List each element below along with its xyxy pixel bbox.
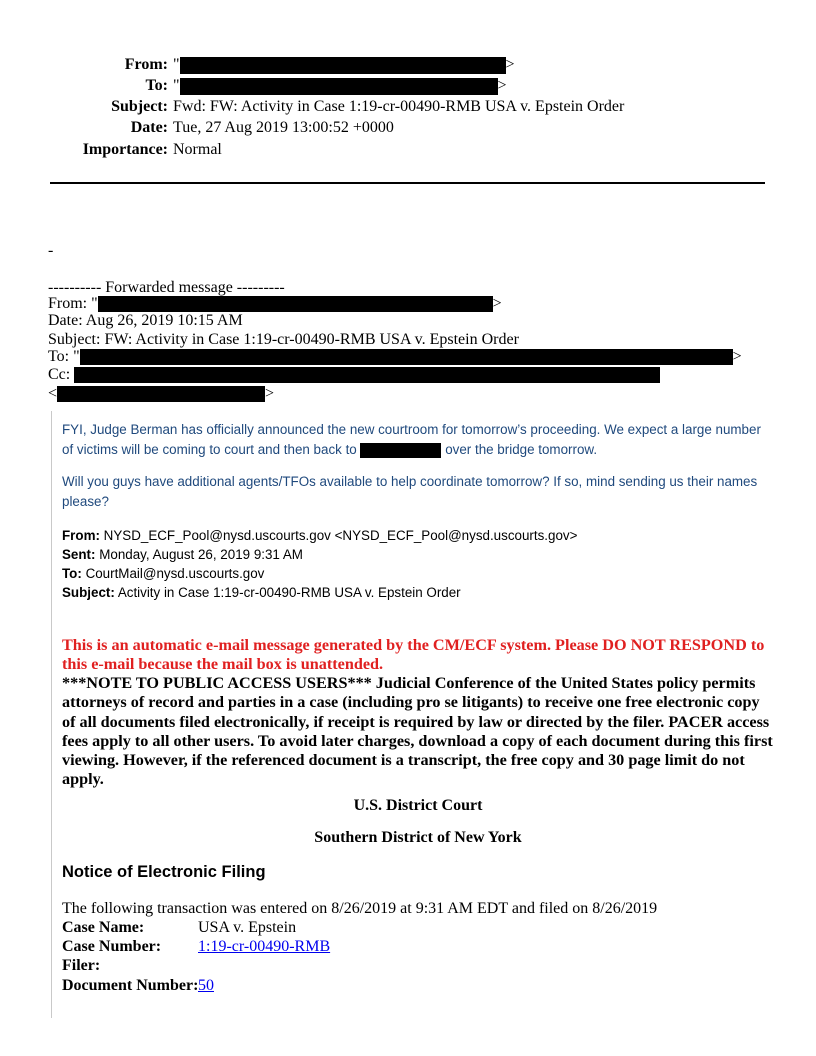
nef-title: Notice of Electronic Filing — [62, 863, 266, 881]
forwarded-cc — [48, 366, 660, 383]
from-label: From: — [124, 56, 168, 73]
date-label: Date: — [130, 119, 168, 136]
original-sent — [62, 545, 303, 564]
original-to-label: To: — [62, 566, 82, 581]
automatic-message-warning: This is an automatic e-mail message generated by the CM/ECF system. Please DO NOT RESPOND to this e-mail because the mail box is unattended. — [62, 636, 765, 673]
message-paragraph-1 — [62, 420, 774, 460]
document-number-label: Document Number: — [62, 977, 199, 994]
original-to-value: CourtMail@nysd.uscourts.gov — [85, 566, 265, 581]
from-value: " > — [173, 56, 515, 73]
filer-label: Filer: — [62, 957, 101, 974]
original-from-value: NYSD_ECF_Pool@nysd.uscourts.gov <NYSD_ECF_Pool@nysd.uscourts.gov> — [103, 528, 578, 543]
forwarded-banner: ---------- Forwarded message --------- — [48, 279, 285, 296]
transaction-entered: The following transaction was entered on 8/26/2019 at 9:31 AM EDT and filed on 8/26/2019 — [62, 900, 658, 917]
original-subject-label: Subject: — [62, 585, 115, 600]
forwarded-to-label: To: " — [48, 348, 80, 365]
redaction-block — [74, 367, 660, 383]
case-number-label: Case Number: — [62, 938, 162, 955]
filer-row — [62, 957, 198, 975]
header-divider — [50, 182, 765, 184]
original-from — [62, 526, 577, 545]
case-number-link[interactable]: 1:19-cr-00490-RMB — [198, 938, 331, 955]
forwarded-date: Date: Aug 26, 2019 10:15 AM — [48, 312, 243, 329]
case-name-row — [62, 919, 296, 937]
original-subject-value: Activity in Case 1:19-cr-00490-RMB USA v. Epstein Order — [117, 585, 461, 600]
message-paragraph-2: Will you guys have additional agents/TFOs available to help coordinate tomorrow? If so, mind sending us their names please? — [62, 474, 758, 509]
original-sent-label: Sent: — [62, 547, 96, 562]
quote-bar — [51, 411, 52, 1018]
redaction-block — [57, 386, 265, 402]
public-access-notice: ***NOTE TO PUBLIC ACCESS USERS*** Judicial Conference of the United States policy permits attorneys of record and parties in a case (including pro se litigants) to receive one free electronic copy of all documents filed electronically, if receipt is required by law or directed by the filer. PACER access fees apply to all other users. To avoid later charges, download a copy of each document during this first viewing. However, if the referenced document is a transcript, the free copy and 30 page limit do not apply. — [62, 674, 773, 789]
redaction-block — [360, 443, 441, 458]
message-text-1a: FYI, Judge Berman has officially announced the new courtroom for tomorrow’s proceeding. We expect a large number of victims will be coming to court and then back to — [62, 422, 761, 457]
forwarded-to: To: " > — [48, 348, 742, 365]
message-text-1b: over the bridge tomorrow. — [445, 442, 598, 457]
court-name: U.S. District Court — [353, 797, 483, 814]
to-label: To: — [145, 77, 168, 94]
redaction-block — [80, 349, 733, 365]
redaction-block — [180, 78, 498, 95]
importance-label: Importance: — [82, 141, 168, 158]
forwarded-from: From: " > — [48, 295, 502, 312]
subject-value: Fwd: FW: Activity in Case 1:19-cr-00490-RMB USA v. Epstein Order — [173, 98, 625, 115]
original-to — [62, 564, 264, 583]
original-subject — [62, 583, 461, 602]
subject-label: Subject: — [111, 98, 168, 115]
forwarded-cc-label: Cc: — [48, 366, 71, 383]
case-name-label: Case Name: — [62, 919, 145, 936]
case-name-value: USA v. Epstein — [198, 919, 297, 936]
importance-value: Normal — [173, 141, 222, 158]
to-value: " > — [173, 77, 507, 94]
document-number-link[interactable]: 50 — [198, 977, 214, 994]
date-value: Tue, 27 Aug 2019 13:00:52 +0000 — [173, 119, 394, 136]
original-sent-value: Monday, August 26, 2019 9:31 AM — [99, 547, 303, 562]
document-number-row — [62, 977, 214, 995]
forwarded-cc-continued: < > — [48, 385, 275, 402]
forwarded-subject: Subject: FW: Activity in Case 1:19-cr-00490-RMB USA v. Epstein Order — [48, 331, 519, 348]
redaction-block — [98, 296, 493, 312]
redaction-block — [180, 57, 506, 74]
original-from-label: From: — [62, 528, 100, 543]
district-name: Southern District of New York — [314, 829, 522, 846]
case-number-row — [62, 938, 330, 956]
forwarded-from-label: From: " — [48, 295, 98, 312]
body-dash: - — [48, 242, 54, 259]
